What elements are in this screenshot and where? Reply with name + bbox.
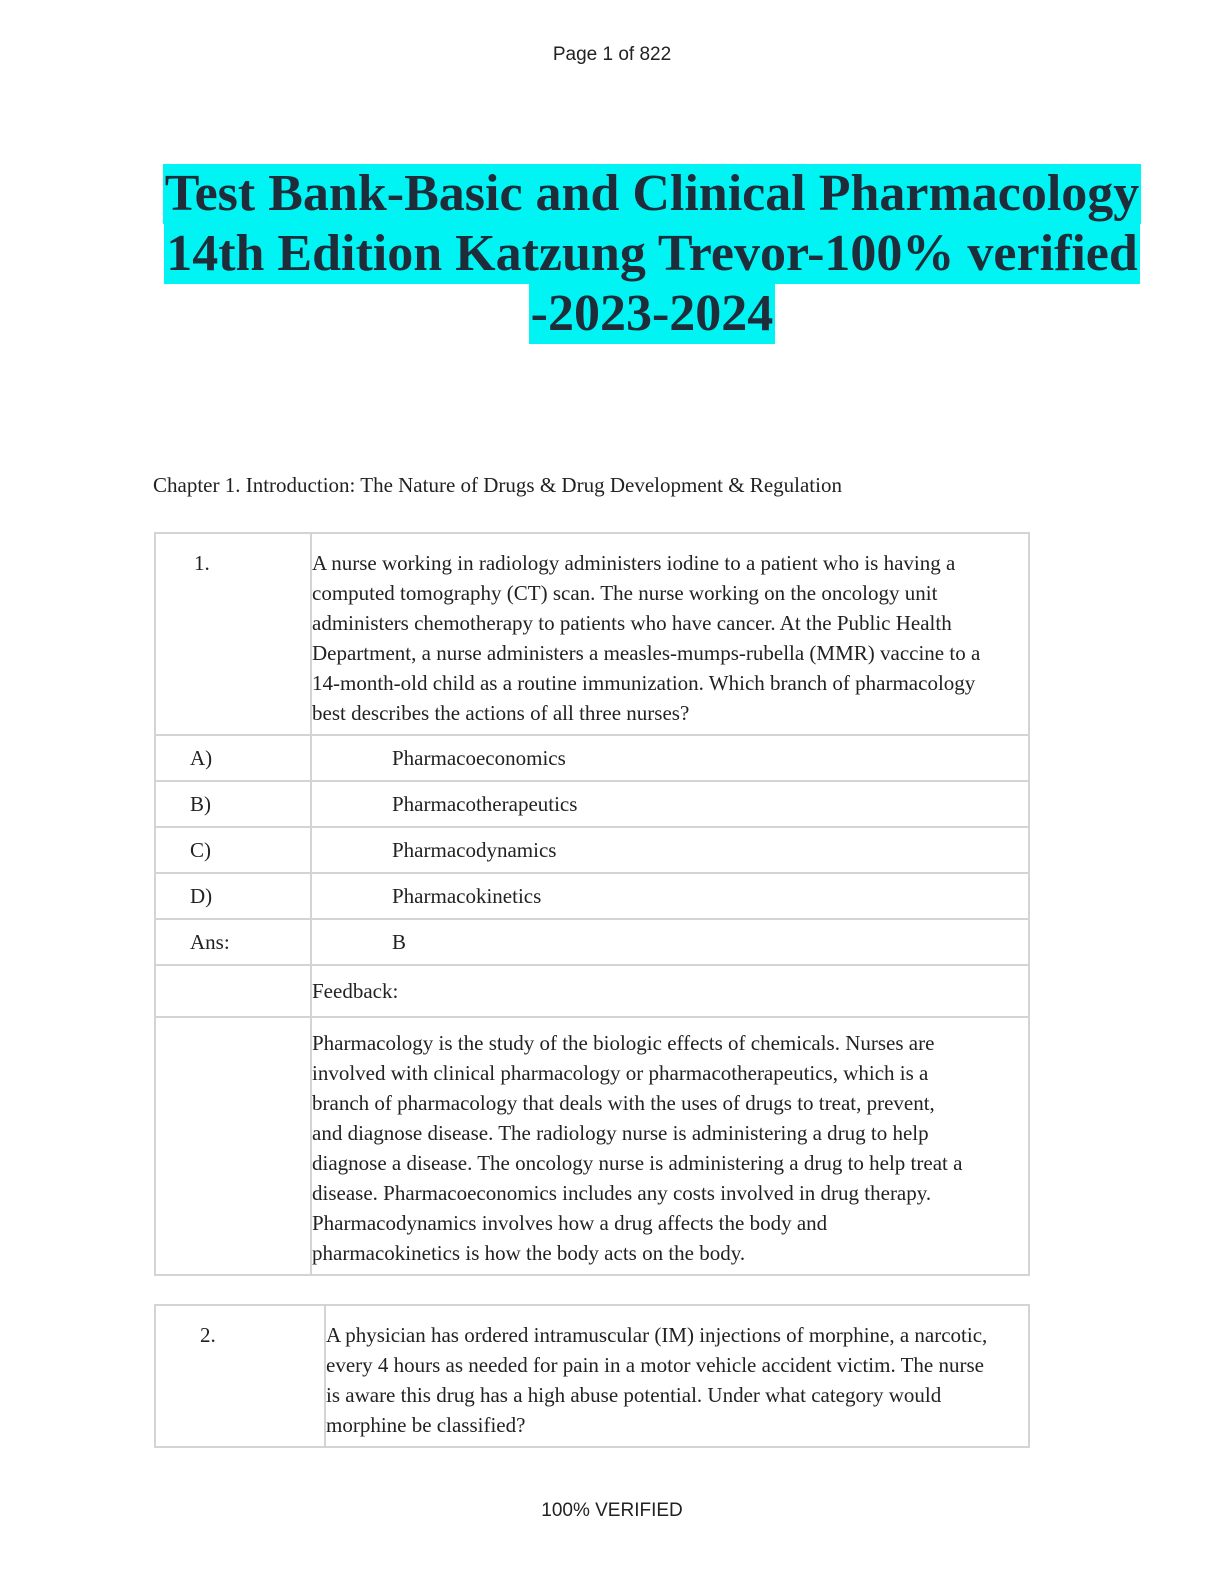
option-row-c <box>155 827 1029 873</box>
option-label: D) <box>155 873 311 919</box>
option-text: Pharmacodynamics <box>392 838 557 862</box>
option-row-b <box>155 781 1029 827</box>
question-2-table <box>154 1304 1030 1448</box>
option-label: B) <box>155 781 311 827</box>
question-stem: A nurse working in radiology administers iodine to a patient who is having a computed tomography (CT) scan. The nurse working on the oncology unit administers chemotherapy to patients who have cancer. At the Public Health Department, a nurse administers a measles-mumps-rubella (MMR) vaccine to a 14-month-old child as a routine immunization. Which branch of pharmacology best describes the actions of all three nurses? <box>311 533 1029 735</box>
title-line-2: 14th Edition Katzung Trevor-100% verified <box>166 225 1138 282</box>
option-text: Pharmacotherapeutics <box>392 792 578 816</box>
title-line-3: -2023-2024 <box>530 285 774 342</box>
question-1-table <box>154 532 1030 1276</box>
feedback-text: Pharmacology is the study of the biologic effects of chemicals. Nurses are involved with clinical pharmacology or pharmacotherapeutics, which is a branch of pharmacology that deals with the uses of drugs to treat, prevent, and diagnose disease. The radiology nurse is administering a drug to help diagnose a disease. The oncology nurse is administering a drug to help treat a disease. Pharmacoeconomics includes any costs involved in drug therapy. Pharmacodynamics involves how a drug affects the body and pharmacokinetics is how the body acts on the body. <box>311 1017 1029 1275</box>
option-label: A) <box>155 735 311 781</box>
option-row-a <box>155 735 1029 781</box>
question-stem: A physician has ordered intramuscular (IM) injections of morphine, a narcotic, every 4 hours as needed for pain in a motor vehicle accident victim. The nurse is aware this drug has a high abuse potential. Under what category would morphine be classified? <box>325 1305 1029 1447</box>
answer-value: B <box>392 930 407 954</box>
answer-row <box>155 919 1029 965</box>
option-text: Pharmacoeconomics <box>392 746 566 770</box>
question-number: 2. <box>155 1305 325 1447</box>
page-footer: 100% VERIFIED <box>541 1500 683 1521</box>
page-number-header: Page 1 of 822 <box>552 44 672 65</box>
title-line-1: Test Bank-Basic and Clinical Pharmacology <box>164 165 1140 222</box>
feedback-label: Feedback: <box>311 965 1029 1017</box>
question-1-stem-row <box>155 533 1029 735</box>
document-title <box>150 164 1154 344</box>
question-2-stem-row <box>155 1305 1029 1447</box>
question-number: 1. <box>155 533 311 735</box>
option-label: C) <box>155 827 311 873</box>
option-text: Pharmacokinetics <box>392 884 542 908</box>
feedback-row <box>155 1017 1029 1275</box>
option-row-d <box>155 873 1029 919</box>
feedback-label-row <box>155 965 1029 1017</box>
answer-label: Ans: <box>155 919 311 965</box>
chapter-heading: Chapter 1. Introduction: The Nature of Drugs & Drug Development & Regulation <box>153 473 842 497</box>
